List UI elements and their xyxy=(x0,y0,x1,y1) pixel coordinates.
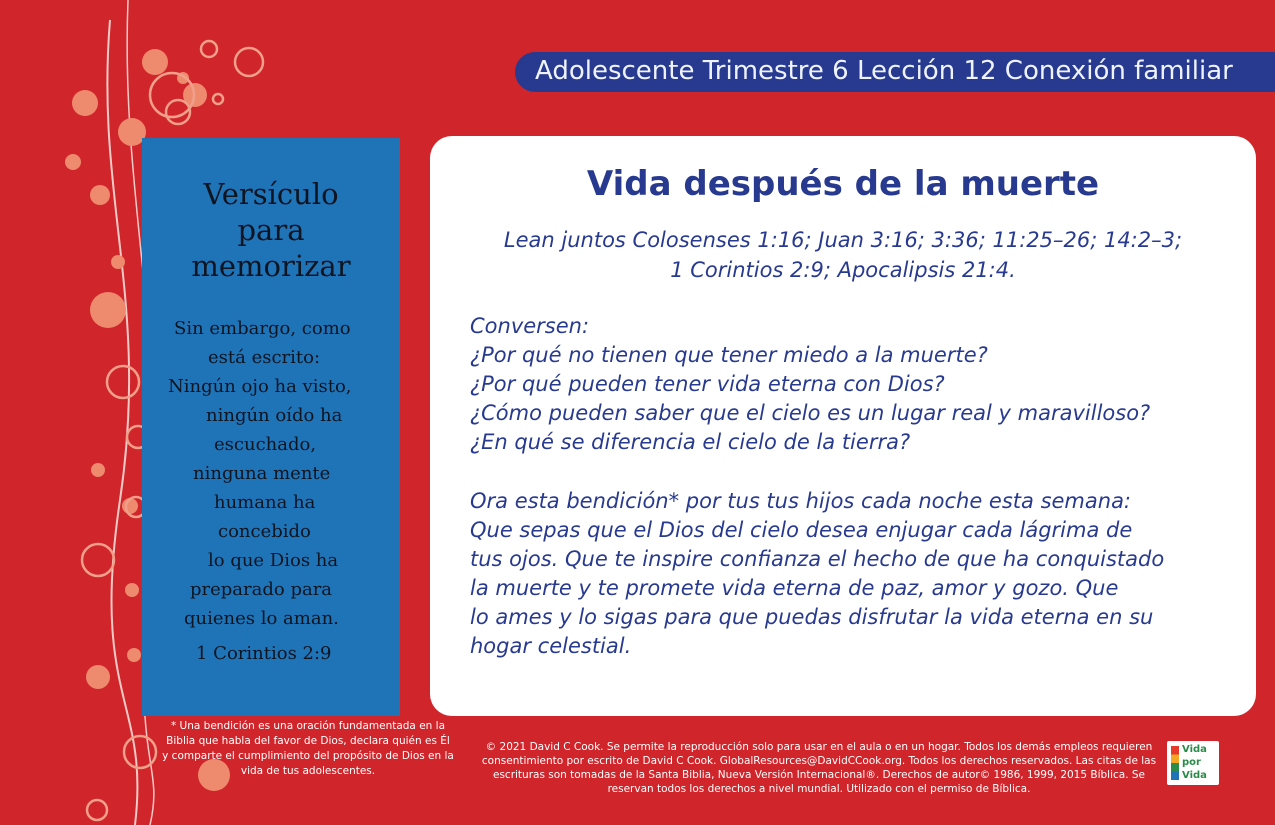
question-item: ¿Por qué pueden tener vida eterna con Dios? xyxy=(470,372,945,396)
discussion-heading: Conversen: xyxy=(470,314,590,338)
discussion-questions xyxy=(470,312,1150,457)
lesson-title: Vida después de la muerte xyxy=(586,164,1100,204)
vida-por-vida-logo: Vida por Vida xyxy=(1167,741,1219,785)
logo-mark-icon xyxy=(1171,746,1179,780)
blessing-text: Ora esta bendición* por tus tus hijos cada noche esta semana: Que sepas que el Dios del cielo desea enjugar cada lágrima de tus ojos. Que te inspire confianza el hecho de que ha conquistado la muerte y te promete vida eterna de paz, amor y gozo. Que lo ames y lo sigas para que puedas disfrutar la vida eterna en su hogar celestial. xyxy=(470,489,1165,658)
header-banner xyxy=(515,52,1275,92)
memory-verse-text: Sin embargo, como está escrito: Ningún ojo ha visto, ningún oído ha escuchado, ninguna mente humana ha concebido lo que Dios ha preparado para quienes lo aman. 1 Corintios 2:9 xyxy=(142,314,400,668)
memory-verse-card xyxy=(142,138,400,716)
question-item: ¿Cómo pueden saber que el cielo es un lugar real y maravilloso? xyxy=(470,401,1151,425)
copyright-notice: © 2021 David C Cook. Se permite la reproducción solo para usar en el aula o en un hogar. Todos los demás empleos requieren consentimiento por escrito de David C Cook. GlobalResources@DavidCCook.org. Todos los derechos reservados. Las citas de las escrituras son tomadas de la Santa Biblia, Nueva Versión Internacional®. Derechos de autor© 1986, 1999, 2015 Bíblica. Se reservan todos los derechos a nivel mundial. Utilizado con el permiso de Bíblica. xyxy=(481,741,1157,795)
banner-title: Adolescente Trimestre 6 Lección 12 Conexión familiar xyxy=(535,56,1233,86)
memory-verse-heading: Versículo para memorizar xyxy=(191,177,351,283)
reading-references: Lean juntos Colosenses 1:16; Juan 3:16; 3:36; 11:25–26; 14:2–3; 1 Corintios 2:9; Apocalipsis 21:4. xyxy=(503,228,1183,282)
question-item: ¿Por qué no tienen que tener miedo a la muerte? xyxy=(470,343,988,367)
blessing-footnote: * Una bendición es una oración fundamentada en la Biblia que habla del favor de Dios, declara quién es Él y comparte el cumplimiento del propósito de Dios en la vida de tus adolescentes. xyxy=(162,720,454,777)
lesson-card xyxy=(430,136,1256,716)
question-item: ¿En qué se diferencia el cielo de la tierra? xyxy=(470,430,911,454)
memory-verse-reference: 1 Corintios 2:9 xyxy=(196,643,332,664)
